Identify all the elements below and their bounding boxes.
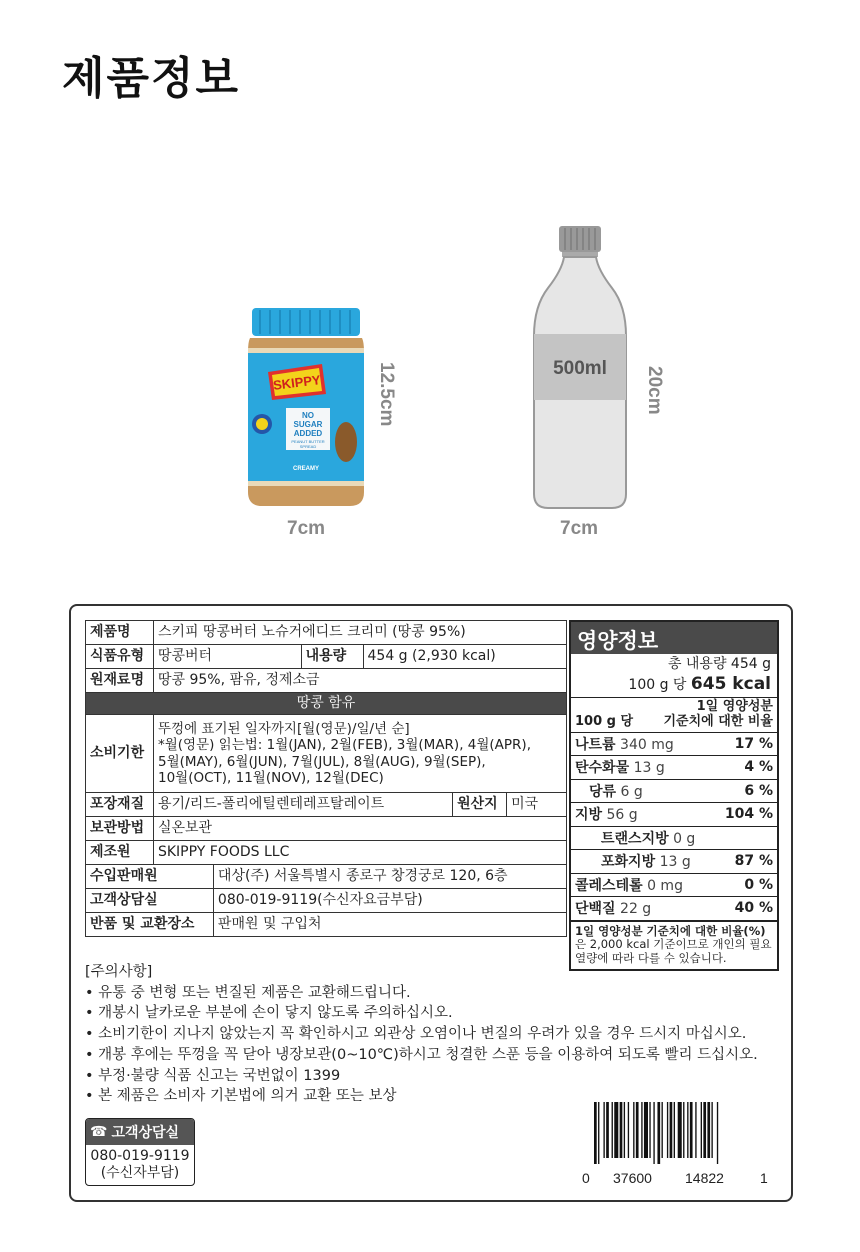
nutrient-name: 탄수화물 [575, 760, 630, 777]
caution-section [85, 962, 785, 1107]
nutrient [601, 851, 691, 871]
nutrient-amount: 340 mg [620, 736, 674, 753]
packaging-value: 용기/리드-폴리에틸렌테레프탈레이트 [153, 793, 452, 817]
barcode-bar [620, 1102, 623, 1158]
return-value: 판매원 및 구입처 [213, 913, 566, 937]
barcode-bar [667, 1102, 668, 1158]
nutrition-rows [571, 733, 777, 921]
nutrient [601, 828, 695, 848]
nutrient-amount: 56 g [606, 807, 638, 824]
caution-item: • 본 제품은 소비자 기본법에 의거 교환 또는 보상 [85, 1088, 397, 1105]
nutrient-name: 포화지방 [601, 854, 656, 871]
nutrient [575, 757, 665, 777]
expiry-label: 소비기한 [86, 715, 154, 793]
nutrition-row [571, 897, 777, 921]
jar-product-text: PEANUT BUTTER [291, 439, 325, 444]
storage-value: 실온보관 [153, 817, 566, 841]
barcode-left-digit: 0 [582, 1170, 590, 1186]
volume-value: 454 g (2,930 kcal) [363, 645, 567, 669]
maker-label: 제조원 [86, 841, 154, 865]
jar-height-label: 12.5cm [376, 362, 397, 427]
nutrition-summary [571, 654, 777, 698]
nutrition-head-right-2: 기준치에 대한 비율 [663, 713, 773, 729]
barcode-bar [644, 1102, 648, 1158]
barcode-bar [628, 1102, 629, 1158]
barcode-bar [707, 1102, 710, 1158]
caution-item: • 개봉시 날카로운 부분에 손이 닿지 않도록 주의하십시오. [85, 1005, 453, 1022]
barcode-bar [624, 1102, 625, 1158]
barcode-bar [612, 1102, 613, 1158]
nutrient [575, 734, 674, 754]
barcode-bar [662, 1102, 663, 1158]
cs-box-phone: 080-019-9119 [90, 1148, 190, 1164]
nutrient-percent: 40 % [734, 900, 773, 917]
barcode-bar [683, 1102, 684, 1158]
phone-icon: ☎ [90, 1124, 108, 1140]
product-info-table [85, 620, 567, 937]
peanut-butter-jar-image [248, 308, 364, 508]
bottle-volume-label: 500ml [553, 358, 607, 379]
maker-value: SKIPPY FOODS LLC [153, 841, 566, 865]
cs-box-body [86, 1145, 194, 1185]
nutrient-percent: 17 % [734, 735, 773, 752]
caution-item: • 소비기한이 지나지 않았는지 꼭 확인하시고 외관상 오염이나 변질의 우려가 있을 경우 드시지 마십시오. [85, 1026, 747, 1043]
nutrient-percent: 104 % [724, 806, 773, 823]
cs-box-title: 고객상담실 [111, 1125, 180, 1141]
barcode-bar [649, 1102, 650, 1158]
nutrient-name: 나트륨 [575, 736, 616, 753]
storage-label: 보관방법 [86, 817, 154, 841]
nutrient-amount: 6 g [620, 783, 643, 800]
nutrient-percent: 87 % [734, 853, 773, 870]
nutrition-title: 영양정보 [571, 622, 777, 654]
barcode-bar [657, 1102, 660, 1164]
nutrient [589, 781, 643, 801]
nutrient-amount: 0 mg [647, 877, 683, 894]
customer-service-box [85, 1118, 195, 1186]
barcode-bar [687, 1102, 688, 1158]
barcode-group-2: 14822 [685, 1170, 724, 1186]
importer-label: 수입판매원 [86, 865, 214, 889]
page-title: 제품정보 [62, 53, 241, 104]
nutrient [575, 898, 651, 918]
barcode-bar [703, 1102, 706, 1158]
volume-label: 내용량 [301, 645, 363, 669]
cs-box-note: (수신자부담) [100, 1164, 180, 1181]
nutrient-amount: 22 g [620, 901, 652, 918]
ingredients-label: 원재료명 [86, 669, 154, 693]
jar-claim-line1: NO [302, 411, 314, 420]
caution-item: • 유통 중 변형 또는 변질된 제품은 교환해드립니다. [85, 984, 411, 1001]
nutrient-name: 단백질 [575, 901, 616, 918]
allergen-band: 땅콩 함유 [86, 693, 567, 715]
barcode-bar [594, 1102, 597, 1164]
jar-brand-text: SKIPPY [272, 372, 322, 393]
nutrient-name: 당류 [589, 783, 617, 800]
nutrient-percent: 0 % [744, 876, 773, 893]
nutrition-header [571, 698, 777, 733]
nutrition-panel [569, 620, 779, 971]
barcode-bar [690, 1102, 693, 1158]
barcode-bar [614, 1102, 618, 1158]
cs-box-header [86, 1119, 194, 1145]
nutrient-percent: 4 % [744, 759, 773, 776]
type-label: 식품유형 [86, 645, 154, 669]
jar-claim-line2: SUGAR [293, 420, 323, 429]
nutrient-amount: 0 g [673, 830, 696, 847]
nutrient-amount: 13 g [633, 760, 665, 777]
barcode-bar [670, 1102, 673, 1158]
jar-variant-text: CREAMY [292, 466, 320, 472]
nutrition-row [571, 780, 777, 804]
caution-list [85, 983, 785, 1107]
barcode-bar [653, 1102, 654, 1164]
nutrition-kcal: 645 kcal [690, 673, 771, 694]
name-value: 스키피 땅콩버터 노슈거에디드 크리미 (땅콩 95%) [153, 621, 566, 645]
barcode-bar [711, 1102, 712, 1158]
barcode-bar [701, 1102, 702, 1158]
barcode-bar [636, 1102, 639, 1158]
nutrient-amount: 13 g [659, 854, 691, 871]
origin-value: 미국 [507, 793, 567, 817]
barcode-right-digit: 1 [760, 1170, 768, 1186]
jar-type-text: SPREAD [299, 444, 317, 449]
nutrition-row [571, 733, 777, 757]
nutrition-row [571, 803, 777, 827]
barcode-bar [603, 1102, 604, 1158]
type-value: 땅콩버터 [153, 645, 301, 669]
nutrition-head-left: 100 g 당 [575, 713, 634, 729]
caution-item: • 개봉 후에는 뚜껑을 꼭 닫아 냉장보관(0~10℃)하시고 청결한 스푼 등을 이용하여 되도록 빨리 드십시오. [85, 1046, 758, 1063]
nutrition-per-prefix: 100 g 당 [628, 676, 687, 693]
barcode-bar [606, 1102, 609, 1158]
nutrition-row [571, 850, 777, 874]
ingredients-value: 땅콩 95%, 팜유, 정제소금 [153, 669, 566, 693]
nutrition-row [571, 827, 777, 851]
origin-label: 원산지 [453, 793, 507, 817]
caution-item: • 부정·불량 식품 신고는 국번없이 1399 [85, 1067, 341, 1084]
bottle-height-label: 20cm [644, 366, 665, 415]
nutrient-name: 지방 [575, 807, 603, 824]
barcode-group-1: 37600 [613, 1170, 652, 1186]
nutrient-name: 트랜스지방 [601, 830, 669, 847]
jar-claim-line3: ADDED [293, 429, 323, 438]
nutrition-head-right-1: 1일 영양성분 [696, 698, 773, 714]
jar-width-label: 7cm [287, 518, 326, 539]
nutrient [575, 804, 638, 824]
barcode-bar [717, 1102, 718, 1164]
nutrient-name: 콜레스테롤 [575, 877, 643, 894]
nutrition-row [571, 756, 777, 780]
cs-value: 080-019-9119(수신자요금부담) [213, 889, 566, 913]
barcode-bar [641, 1102, 642, 1158]
nutrition-footnote-bold: 1일 영양성분 기준치에 대한 비율(%) [575, 923, 766, 938]
bottle-width-label: 7cm [560, 518, 599, 539]
barcode-bar [633, 1102, 634, 1158]
nutrient-percent: 6 % [744, 782, 773, 799]
barcode-bar [678, 1102, 682, 1158]
importer-value: 대상(주) 서울특별시 종로구 창경궁로 120, 6층 [213, 865, 566, 889]
nutrition-row [571, 874, 777, 898]
packaging-label: 포장재질 [86, 793, 154, 817]
barcode-bar [695, 1102, 696, 1158]
expiry-value: 뚜껑에 표기된 일자까지[월(영문)/일/년 순] *월(영문) 읽는법: 1월(JAN), 2월(FEB), 3월(MAR), 4월(APR), 5월(MAY), 6월(JUN), 7월(JUL), 8월(AUG), 9월(SEP), 10월(OCT), 11월(NOV), 12월(DEC) [153, 715, 566, 793]
nutrition-footnote-rest: 은 2,000 kcal 기준이므로 개인의 필요 열량에 따라 다를 수 있습니다. [575, 937, 772, 966]
caution-title: [주의사항] [85, 964, 153, 980]
barcode-bar [598, 1102, 599, 1164]
barcode-bar [674, 1102, 675, 1158]
name-label: 제품명 [86, 621, 154, 645]
cs-label: 고객상담실 [86, 889, 214, 913]
nutrient [575, 875, 683, 895]
nutrition-total: 총 내용량 454 g [667, 656, 771, 672]
barcode-image [594, 1102, 756, 1164]
return-label: 반품 및 교환장소 [86, 913, 214, 937]
